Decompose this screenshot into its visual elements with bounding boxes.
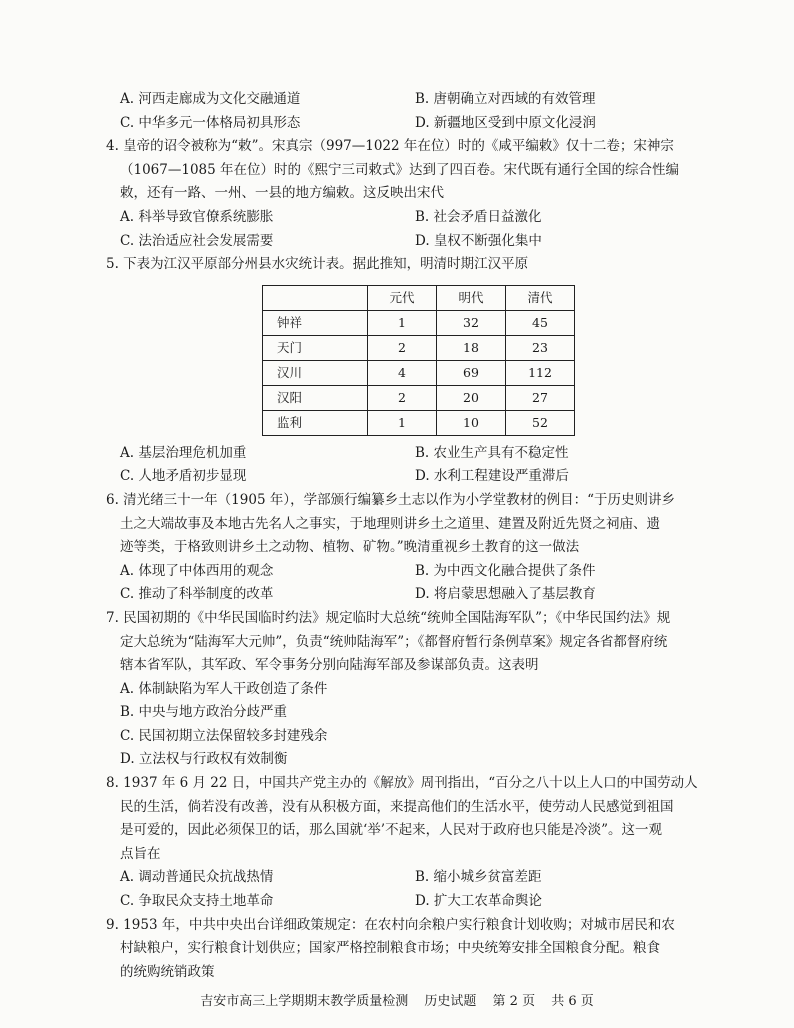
q5-option-b: B. 农业生产具有不稳定性 [415,444,569,461]
table-cell: 23 [506,335,575,360]
table-row-label: 汉川 [263,360,368,385]
q8-option-b: B. 缩小城乡贫富差距 [415,869,542,886]
q5-option-c: C. 人地矛盾初步显现 [120,468,247,485]
q6-stem-line-3: 迹等类，于格致则讲乡土之动物、植物、矿物。”晚清重视乡土教育的这一做法 [120,539,580,556]
q9-stem-line-2: 村缺粮户，实行粮食计划供应；国家严格控制粮食市场；中央统筹安排全国粮食分配。粮食 [120,940,660,957]
q9-stem-line-3: 的统购统销政策 [120,963,215,980]
table-cell: 69 [437,360,506,385]
q5-stem-line-1: 5. 下表为江汉平原部分州县水灾统计表。据此推知，明清时期江汉平原 [106,256,529,273]
table-row-label: 汉阳 [263,385,368,410]
q8-stem-line-3: 是可爱的，因此必须保卫的话，那么国就‘举’不起来，人民对于政府也只能是冷淡”。这一观 [120,822,662,839]
q7-option-a: A. 体制缺陷为军人干政创造了条件 [120,680,328,697]
table-header-yuan: 元代 [368,285,437,310]
q8-option-c: C. 争取民众支持土地革命 [120,893,274,910]
table-cell: 20 [437,385,506,410]
q3-option-d: D. 新疆地区受到中原文化浸润 [415,114,596,131]
table-row [263,410,575,435]
q5-option-d: D. 水利工程建设严重滞后 [415,468,569,485]
q3-option-b: B. 唐朝确立对西域的有效管理 [415,91,596,107]
q5-options-row-2 [112,465,702,489]
table-cell: 52 [506,410,575,435]
q4-options-row-2 [112,230,702,254]
q4-stem-line-2: （1067—1085 年在位）时的《熙宁三司敕式》达到了四百卷。宋代既有通行全国的综合性编 [120,161,680,178]
footer-total-pages: 共 6 页 [551,994,594,1009]
q8-stem-line-1: 8. 1937 年 6 月 22 日，中国共产党主办的《解放》周刊指出，“百分之八十以上人口的中国劳动人 [106,775,698,792]
q6-option-d: D. 将启蒙思想融入了基层教育 [415,586,596,603]
exam-content [106,88,702,984]
table-cell: 4 [368,360,437,385]
q4-options-row-1 [112,206,702,230]
table-cell: 1 [368,410,437,435]
footer-exam-name: 吉安市高三上学期期末教学质量检测 [200,994,409,1009]
q4-option-d: D. 皇权不断强化集中 [415,232,542,249]
q4-option-c: C. 法治适应社会发展需要 [120,232,274,249]
q3-option-a: A. 河西走廊成为文化交融通道 [120,91,301,107]
q8-option-a: A. 调动普通民众抗战热情 [120,869,274,886]
q8-stem-line-4: 点旨在 [120,845,161,862]
q4-option-a: A. 科举导致官僚系统膨胀 [120,208,274,225]
q7-stem-line-1: 7. 民国初期的《中华民国临时约法》规定临时大总统“统帅全国陆海军队”；《中华民国约法》规 [106,609,671,626]
q7-stem-line-3: 辖本省军队，其军政、军令事务分别向陆海军部及参谋部负责。这表明 [120,657,539,674]
q8-options-row-1 [112,866,702,890]
table-cell: 32 [437,310,506,335]
table-row [263,360,575,385]
table-row-label: 钟祥 [263,310,368,335]
q9-stem-line-1: 9. 1953 年，中共中央出台详细政策规定：在农村向余粮户实行粮食计划收购；对城市居民和农 [106,916,675,933]
q3-options-row-1 [112,88,702,112]
flood-statistics-table [262,285,575,436]
q4-option-b: B. 社会矛盾日益激化 [415,208,542,225]
q7-stem-line-2: 定大总统为“陆海军大元帅”，负责“统帅陆海军”；《都督府暂行条例草案》规定各省都督府统 [120,633,668,650]
table-header-row [263,285,575,310]
q6-options-row-1 [112,560,702,584]
table-row-label: 监利 [263,410,368,435]
table-cell: 112 [506,360,575,385]
q4-stem-line-1: 4. 皇帝的诏令被称为“敕”。宋真宗（997—1022 年在位）时的《咸平编敕》仅十二卷；宋神宗 [106,138,674,155]
table-cell: 1 [368,310,437,335]
q5-option-a: A. 基层治理危机加重 [120,444,247,461]
q3-options-row-2 [112,112,702,136]
table-cell: 18 [437,335,506,360]
table-cell: 2 [368,335,437,360]
q6-stem-line-2: 土之大端故事及本地古先名人之事实，于地理则讲乡土之道里、建置及附近先贤之祠庙、遗 [120,515,660,532]
table-row [263,335,575,360]
table-cell: 45 [506,310,575,335]
table-corner-cell [263,285,368,310]
q6-option-a: A. 体现了中体西用的观念 [120,562,274,579]
q8-options-row-2 [112,890,702,914]
q6-stem-line-1: 6. 清光绪三十一年（1905 年），学部颁行编纂乡土志以作为小学堂教材的例目：“于历史则讲乡 [106,491,675,508]
q7-option-c: C. 民国初期立法保留较多封建残余 [120,727,328,744]
q8-option-d: D. 扩大工农革命舆论 [415,893,542,910]
table-row [263,310,575,335]
page-footer [0,990,794,1009]
table-header-ming: 明代 [437,285,506,310]
footer-page-number: 第 2 页 [492,994,536,1009]
q8-stem-line-2: 民的生活，倘若没有改善，没有从积极方面，来提高他们的生活水平，使劳动人民感觉到祖国 [120,798,674,815]
q6-option-c: C. 推动了科举制度的改革 [120,586,274,603]
table-cell: 27 [506,385,575,410]
q3-option-c: C. 中华多元一体格局初具形态 [120,114,301,131]
table-cell: 2 [368,385,437,410]
footer-subject: 历史试题 [424,994,477,1009]
q4-stem-line-3: 敕，还有一路、一州、一县的地方编敕。这反映出宋代 [120,185,444,202]
q5-options-row-1 [112,442,702,466]
q7-option-d: D. 立法权与行政权有效制衡 [120,751,288,768]
q6-option-b: B. 为中西文化融合提供了条件 [415,562,596,579]
q7-option-b: B. 中央与地方政治分歧严重 [120,704,288,721]
table-row-label: 天门 [263,335,368,360]
table-cell: 10 [437,410,506,435]
table-row [263,385,575,410]
q6-options-row-2 [112,583,702,607]
table-header-qing: 清代 [506,285,575,310]
